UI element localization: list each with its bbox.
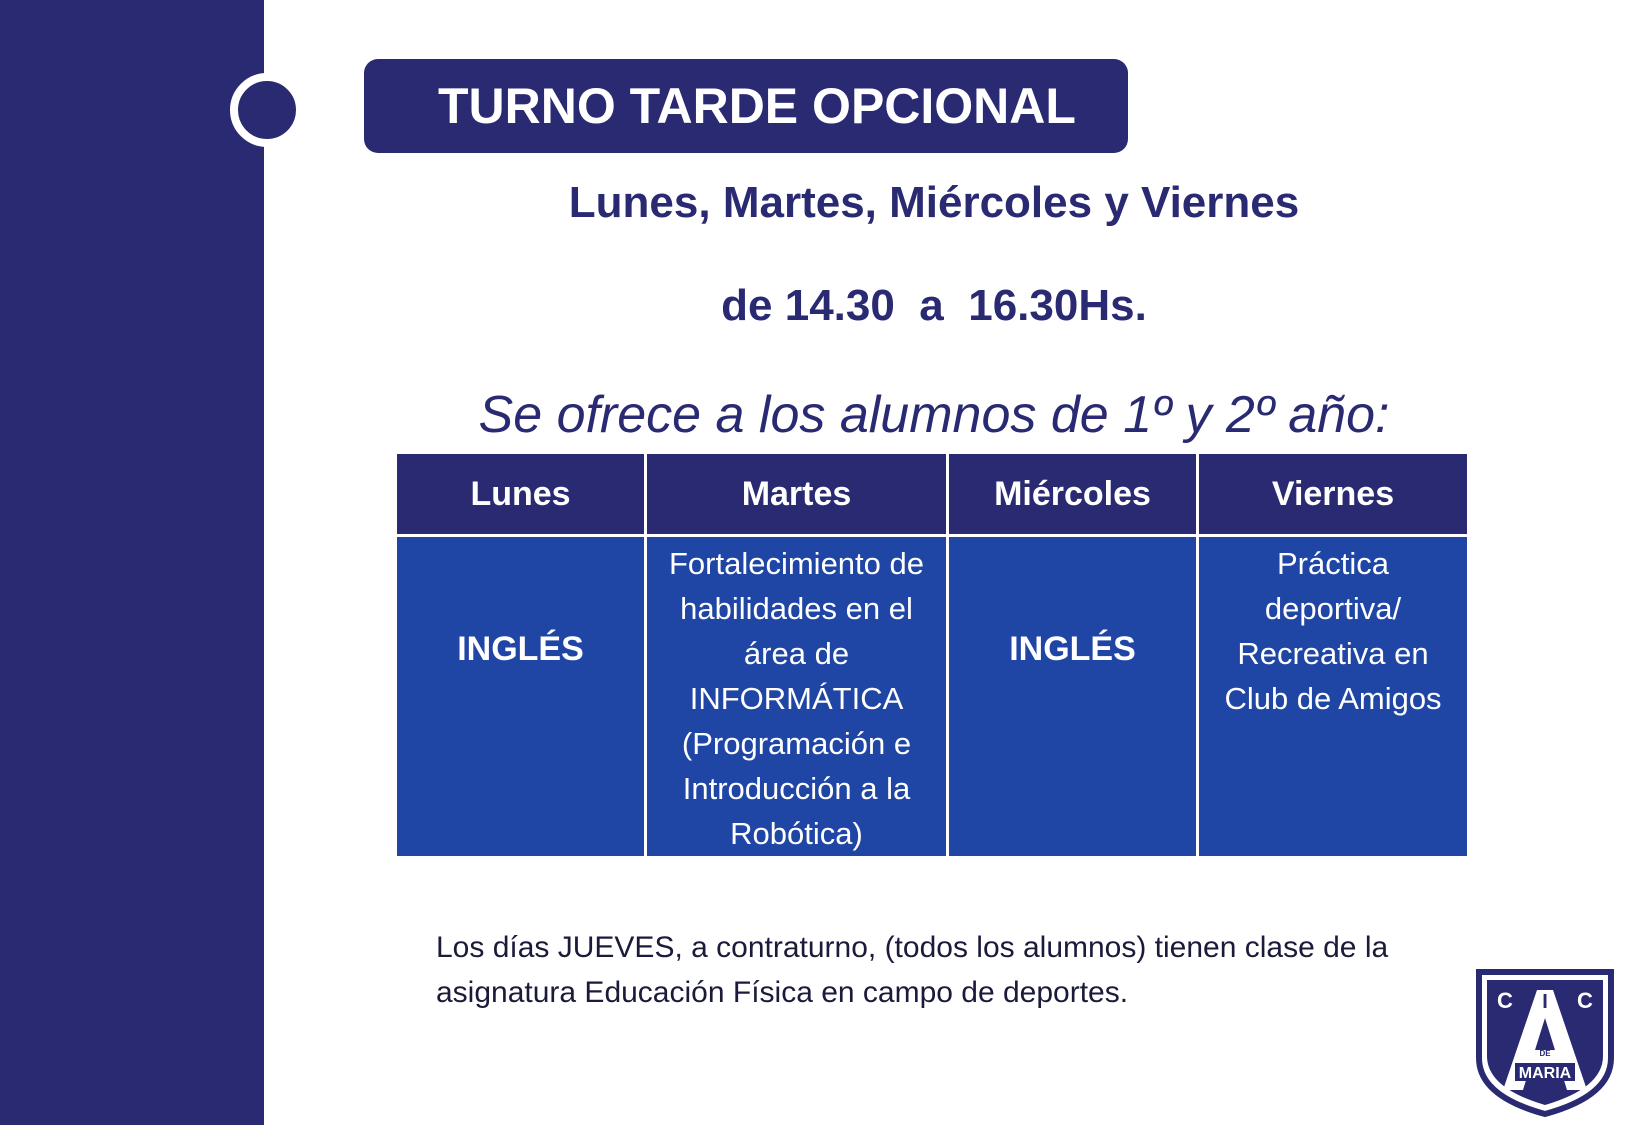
table-header-row <box>396 453 1469 536</box>
table-row <box>396 536 1469 858</box>
schedule-days: Lunes, Martes, Miércoles y Viernes <box>568 178 1300 227</box>
schedule-table <box>394 451 1470 859</box>
svg-text:MARIA: MARIA <box>1518 1065 1572 1082</box>
cell-viernes: Práctica deportiva/ Recreativa en Club de Amigos <box>1198 536 1469 858</box>
svg-text:C: C <box>1577 988 1593 1013</box>
header-martes: Martes <box>646 453 948 536</box>
school-crest-logo <box>1475 968 1615 1118</box>
page-title: TURNO TARDE OPCIONAL <box>438 78 1076 134</box>
cell-miercoles: INGLÉS <box>948 536 1198 858</box>
physical-education-note: Los días JUEVES, a contraturno, (todos los alumnos) tienen clase de la asignatura Educación Física en campo de deportes. <box>436 931 1389 1009</box>
header-lunes: Lunes <box>396 453 646 536</box>
cell-martes: Fortalecimiento de habilidades en el área de INFORMÁTICA (Programación e Introducción a la Robótica) <box>646 536 948 858</box>
svg-text:C: C <box>1497 988 1513 1013</box>
left-sidebar-band <box>0 0 264 1125</box>
header-viernes: Viernes <box>1198 453 1469 536</box>
cell-lunes: INGLÉS <box>396 536 646 858</box>
offer-subtitle: Se ofrece a los alumnos de 1º y 2º año: <box>478 386 1390 444</box>
circle-bullet-icon <box>230 73 304 147</box>
header-miercoles: Miércoles <box>948 453 1198 536</box>
svg-text:DE: DE <box>1539 1049 1551 1058</box>
schedule-hours: de 14.30 a 16.30Hs. <box>721 281 1147 330</box>
title-banner <box>364 59 1128 153</box>
svg-text:I: I <box>1542 991 1548 1013</box>
